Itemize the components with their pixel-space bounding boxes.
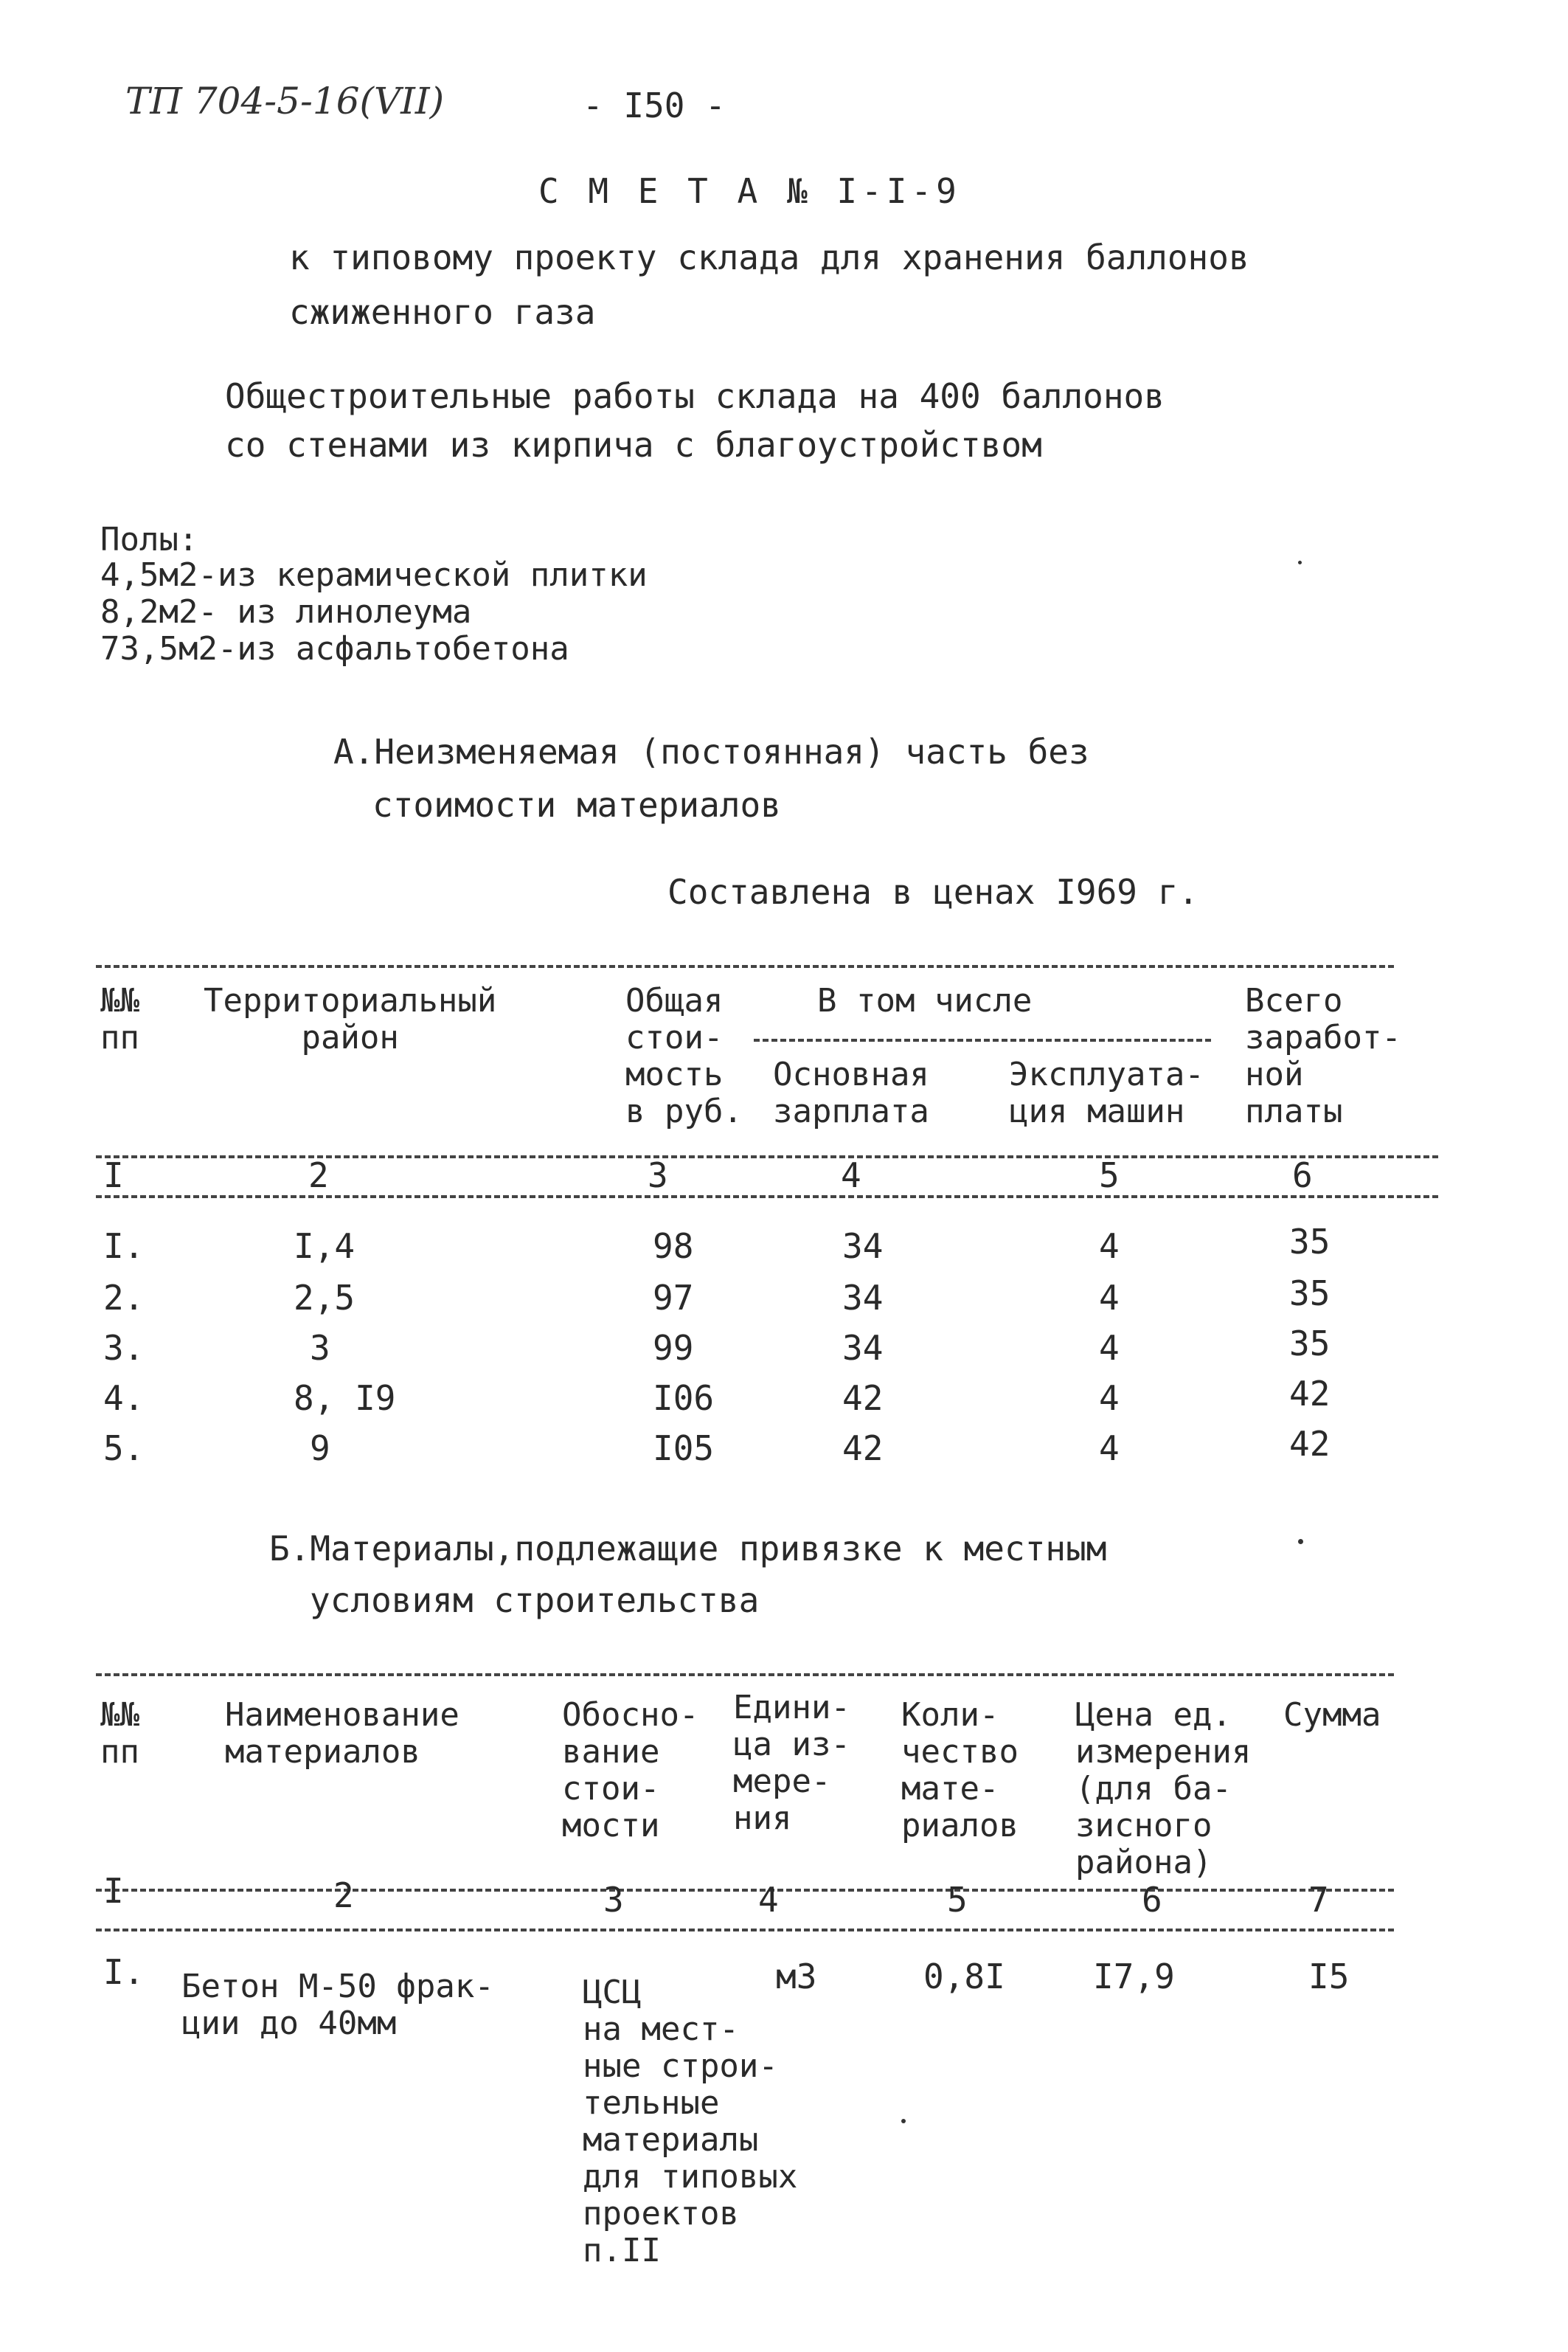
description-line-2: со стенами из кирпича с благоустройством: [225, 425, 1042, 465]
table-a-cell-salary: 34: [842, 1328, 884, 1368]
table-a-cell-num: 3.: [103, 1328, 145, 1368]
table-a-header-including: В том числе: [817, 982, 1033, 1020]
table-a-header-total-wage: Всего заработ- ной платы: [1245, 982, 1401, 1130]
table-a-cell-salary: 42: [842, 1428, 884, 1468]
table-b-cell-price: I7,9: [1093, 1957, 1175, 1996]
table-a-cell-salary: 42: [842, 1378, 884, 1418]
table-a-cell-num: 5.: [103, 1428, 145, 1468]
table-b-header-name: Наименование материалов: [225, 1696, 459, 1771]
table-b-colnum-4: 4: [758, 1880, 779, 1920]
table-b-cell-unit: м3: [776, 1957, 817, 1996]
table-a-cell-district: 8, I9: [294, 1378, 396, 1418]
section-a-heading-line-2: стоимости материалов: [372, 785, 781, 825]
page-number: - I50 -: [583, 86, 726, 125]
scan-speck: [1298, 1539, 1303, 1544]
table-a-cell-wage: 42: [1289, 1424, 1331, 1464]
table-a-cell-machines: 4: [1099, 1428, 1120, 1468]
table-b-header-basis: Обосно- вание стои- мости: [562, 1696, 699, 1844]
table-b-colnum-2: 2: [333, 1875, 354, 1915]
floor-item-3: 73,5м2-из асфальтобетона: [100, 630, 569, 668]
table-a-colnum-2: 2: [308, 1155, 329, 1195]
table-a-cell-district: I,4: [294, 1226, 355, 1266]
table-a-header-total: Общая стои- мость в руб.: [625, 982, 743, 1130]
table-b-colnum-rule-top: [96, 1889, 1394, 1892]
table-b-cell-qty: 0,8I: [923, 1957, 1005, 1996]
scan-speck: [1298, 561, 1302, 564]
subtitle-line-1: к типовому проекту склада для хранения баллонов: [289, 238, 1249, 277]
section-b-heading-line-1: Б.Материалы,подлежащие привязке к местным: [269, 1529, 1107, 1568]
table-a-header-num: №№ пп: [100, 982, 139, 1056]
table-a-colnum-3: 3: [648, 1155, 668, 1195]
table-b-header-unit: Едини- ца из- мере- ния: [733, 1689, 850, 1837]
table-a-cell-district: 9: [310, 1428, 330, 1468]
table-a-header-salary: Основная зарплата: [773, 1056, 929, 1130]
prices-note: Составлена в ценах I969 г.: [667, 872, 1199, 912]
table-b-colnum-6: 6: [1142, 1880, 1162, 1920]
table-b-colnum-5: 5: [947, 1880, 968, 1920]
table-a-colnum-5: 5: [1099, 1155, 1120, 1195]
table-b-header-qty: Коли- чество мате- риалов: [901, 1696, 1019, 1844]
subtitle-line-2: сжиженного газа: [289, 292, 596, 332]
table-a-cell-district: 2,5: [294, 1278, 355, 1318]
table-a-header-machines: Эксплуата- ция машин: [1009, 1056, 1204, 1130]
floor-item-1: 4,5м2-из керамической плитки: [100, 556, 648, 594]
table-a-cell-total: 99: [653, 1328, 694, 1368]
table-b-header-num: №№ пп: [100, 1696, 139, 1771]
table-b-cell-num: I.: [103, 1952, 145, 1992]
section-b-heading-line-2: условиям строительства: [310, 1580, 760, 1620]
table-b-header-price: Цена ед. измерения (для ба- зисного района): [1075, 1696, 1252, 1881]
table-b-cell-basis: ЦСЦ на мест- ные строи- тельные материалы для типовых проектов п.II: [583, 1974, 798, 2269]
table-a-top-rule: [96, 965, 1394, 968]
table-a-cell-machines: 4: [1099, 1378, 1120, 1418]
table-a-cell-salary: 34: [842, 1278, 884, 1318]
table-a-colnum-rule-bottom: [96, 1195, 1438, 1198]
table-a-including-rule: [754, 1039, 1211, 1042]
table-a-cell-num: I.: [103, 1226, 145, 1266]
table-b-header-sum: Сумма: [1283, 1696, 1381, 1734]
table-a-cell-num: 2.: [103, 1278, 145, 1318]
table-a-cell-wage: 35: [1289, 1273, 1331, 1313]
table-a-cell-machines: 4: [1099, 1226, 1120, 1266]
table-a-colnum-4: 4: [841, 1155, 861, 1195]
table-a-cell-total: 98: [653, 1226, 694, 1266]
section-a-heading-line-1: А.Неизменяемая (постоянная) часть без: [333, 732, 1089, 772]
table-a-colnum-rule-top: [96, 1155, 1438, 1158]
table-a-cell-num: 4.: [103, 1378, 145, 1418]
table-a-cell-total: I05: [653, 1428, 715, 1468]
table-a-colnum-1: I: [103, 1155, 124, 1195]
table-a-header-district: Территориальный район: [204, 982, 497, 1056]
table-b-colnum-3: 3: [603, 1880, 624, 1920]
floors-label: Полы:: [100, 521, 198, 558]
description-line-1: Общестроительные работы склада на 400 баллонов: [225, 376, 1165, 416]
table-a-cell-machines: 4: [1099, 1328, 1120, 1368]
table-b-colnum-1: I: [103, 1871, 124, 1911]
table-b-colnum-rule-bottom: [96, 1929, 1394, 1931]
scan-speck: [901, 2119, 906, 2123]
table-b-colnum-7: 7: [1308, 1880, 1329, 1920]
table-b-cell-name: Бетон М-50 фрак- ции до 40мм: [181, 1968, 494, 2042]
table-b-top-rule: [96, 1673, 1394, 1676]
table-a-cell-total: 97: [653, 1278, 694, 1318]
document-code: ТП 704-5-16(VII): [125, 80, 445, 122]
table-a-cell-salary: 34: [842, 1226, 884, 1266]
table-a-cell-wage: 35: [1289, 1222, 1331, 1262]
table-a-cell-machines: 4: [1099, 1278, 1120, 1318]
table-a-cell-wage: 42: [1289, 1374, 1331, 1414]
table-a-cell-district: 3: [310, 1328, 330, 1368]
table-b-cell-sum: I5: [1308, 1957, 1350, 1996]
floor-item-2: 8,2м2- из линолеума: [100, 593, 472, 631]
table-a-cell-wage: 35: [1289, 1324, 1331, 1363]
table-a-colnum-6: 6: [1292, 1155, 1313, 1195]
document-title: С М Е Т А № I-I-9: [538, 171, 961, 211]
table-a-cell-total: I06: [653, 1378, 715, 1418]
